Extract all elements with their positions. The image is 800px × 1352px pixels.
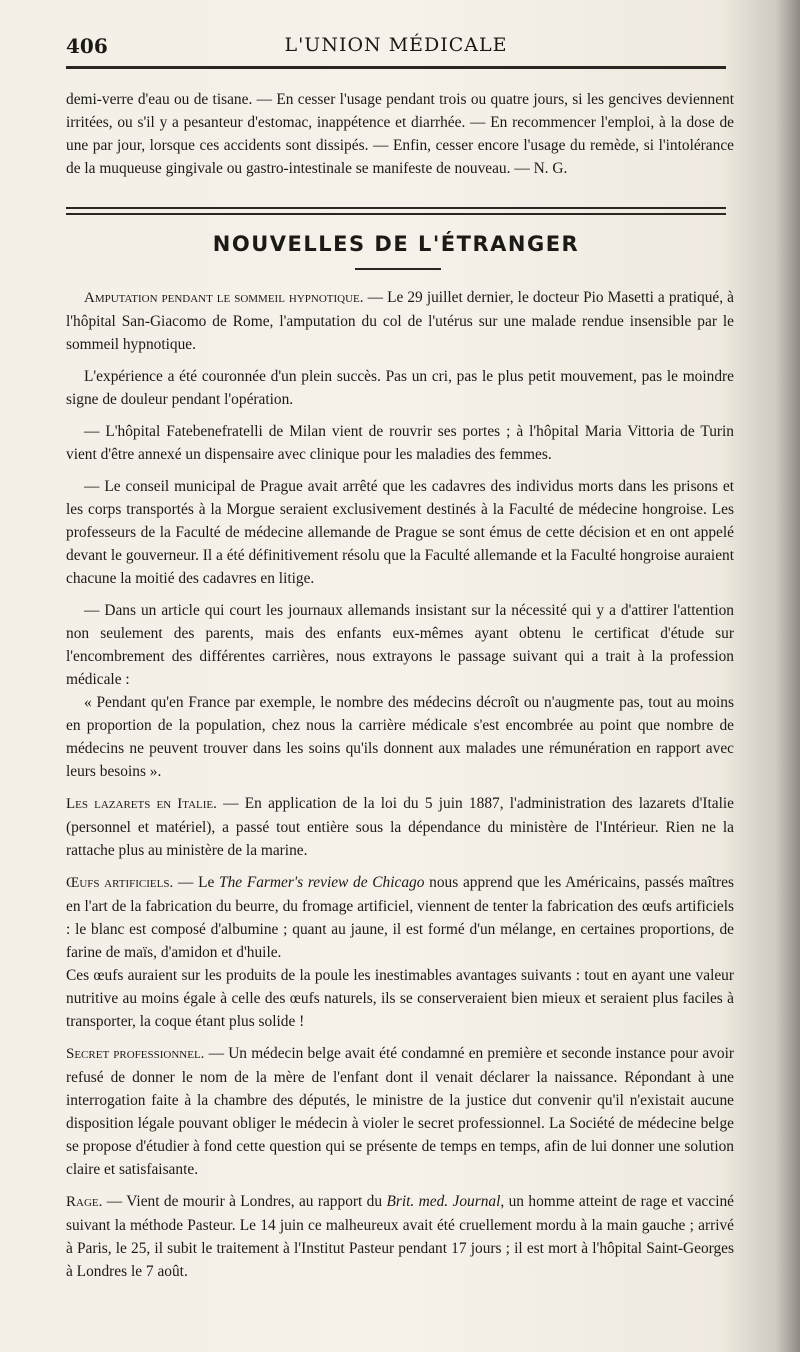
article-amputation-continued: L'expérience a été couronnée d'un plein succès. Pas un cri, pas le plus petit mouvement, pas le moindre signe de douleur pendant l'opération. bbox=[66, 368, 734, 408]
article-heading: Secret professionnel. bbox=[66, 1046, 205, 1062]
article-text: nous apprend que les Américains, passés maîtres en l'art de la fabrication du beurre, du fromage artificiel, viennent de tenter la fabrication des œufs artificiels : le blanc est composé d'albumine ; quant au jaune, il est formé d'un mélange, en certaines proportions, de farine de maïs, d'amidon et d'huile. bbox=[66, 874, 735, 961]
article-source: The Farmer's review de Chicago bbox=[219, 874, 425, 891]
article-text: — Vient de mourir à Londres, au rapport du bbox=[102, 1193, 387, 1210]
article-lazarets bbox=[66, 792, 734, 862]
article-text: — Le 29 juillet dernier, le docteur Pio Masetti a pratiqué, à l'hôpital San-Giacomo de Rome, l'amputation du col de l'utérus sur une malade rendue insensible par le sommeil hypnotique. bbox=[66, 289, 734, 353]
article-text: — Le bbox=[173, 874, 220, 891]
running-title: L'UNION MÉDICALE bbox=[284, 34, 508, 56]
article-source: Brit. med. Journal bbox=[386, 1193, 501, 1210]
page-header bbox=[66, 34, 726, 62]
article-text: , un homme atteint de rage et vacciné suivant la méthode Pasteur. Le 14 juin ce malheureux avait été cruellement mordu à la main gauche ; arrivé à Paris, le 25, il subit le traitement à l'Institut Pasteur pendant 17 jours ; il est mort à l'hôpital Saint-Georges à Londres le 7 août. bbox=[66, 1193, 735, 1280]
article-quote: « Pendant qu'en France par exemple, le nombre des médecins décroît ou n'augmente pas, tout au moins en proportion de la population, chez nous la carrière médicale s'est encombrée au point que nombre de médecins ne peuvent trouver dans les soins qu'ils donnent aux malades une rémunération en rapport avec leurs besoins ». bbox=[66, 694, 734, 780]
article-heading: Amputation pendant le sommeil hypnotique. bbox=[84, 290, 364, 306]
section-separator bbox=[66, 207, 726, 215]
page-number: 406 bbox=[66, 34, 108, 58]
article-text: — Un médecin belge avait été condamné en première et seconde instance pour avoir refusé de donner le nom de la mère de l'enfant dont il venait déclarer la naissance. Répondant à une interrogation faite à la chambre des députés, le ministre de la justice dut convenir qu'il n'existait aucune disposition légale pouvant obliger le médecin à violer le secret professionnel. La Société de médecine belge se propose d'étudier à fond cette question qui se présente de temps en temps, afin de lui donner une solution claire et satisfaisante. bbox=[66, 1045, 734, 1178]
article-heading: Les lazarets en Italie. bbox=[66, 796, 217, 812]
article-amputation bbox=[66, 286, 734, 356]
article-journaux: — Dans un article qui court les journaux allemands insistant sur la nécessité qui y a d'attirer l'attention non seulement des parents, mais des enfants eux-mêmes ayant obtenu le certificat d'étude sur l'encombrement des différentes carrières, nous extrayons le passage suivant qui a trait à la profession médicale : bbox=[66, 602, 734, 688]
article-oeufs-continued: Ces œufs auraient sur les produits de la poule les inestimables avantages suivants : tout en ayant une valeur nutritive au moins égale à celle des œufs naturels, ils se conserveraient bien mieux et seraient plus faciles à transporter, la coque étant plus solide ! bbox=[66, 967, 734, 1030]
article-text: — En application de la loi du 5 juin 1887, l'administration des lazarets d'Italie (personnel et matériel), a passé tout entière sous la dépendance du ministère de l'Intérieur. Rien ne la rattache plus au ministère de la marine. bbox=[66, 795, 735, 859]
article-rage bbox=[66, 1190, 734, 1283]
article-oeufs bbox=[66, 871, 734, 964]
header-rule bbox=[66, 66, 726, 69]
article-secret bbox=[66, 1042, 734, 1181]
article-prague: — Le conseil municipal de Prague avait arrêté que les cadavres des individus morts dans les prisons et les corps transportés à la Morgue seraient exclusivement destinés à la Faculté de médecine hongroise. Les professeurs de la Faculté de médecine allemande de Prague se sont émus de cette décision et en ont appelé devant le gouverneur. Il a été définitivement résolu que la Faculté allemande et la Faculté hongroise auraient chacune la moitié des cadavres en litige. bbox=[66, 478, 734, 587]
news-articles bbox=[66, 286, 734, 1292]
continued-paragraph: demi-verre d'eau ou de tisane. — En cesser l'usage pendant trois ou quatre jours, si les gencives deviennent irritées, ou s'il y a pesanteur d'estomac, inappétence et diarrhée. — En recommencer l'emploi, à la dose de une par jour, lorsque ces accidents sont dissipés. — Enfin, cesser encore l'usage du remède, si l'intolérance de la muqueuse gingivale ou gastro-intestinale se manifeste de nouveau. — N. G. bbox=[66, 91, 734, 177]
article-milan: — L'hôpital Fatebenefratelli de Milan vient de rouvrir ses portes ; à l'hôpital Maria Vittoria de Turin vient d'être annexé un dispensaire avec clinique pour les maladies des femmes. bbox=[66, 423, 734, 463]
title-underline bbox=[355, 268, 441, 270]
article-heading: Œufs artificiels. bbox=[66, 875, 174, 891]
section-title: NOUVELLES DE L'ÉTRANGER bbox=[212, 232, 580, 256]
article-heading: Rage. bbox=[66, 1194, 103, 1210]
